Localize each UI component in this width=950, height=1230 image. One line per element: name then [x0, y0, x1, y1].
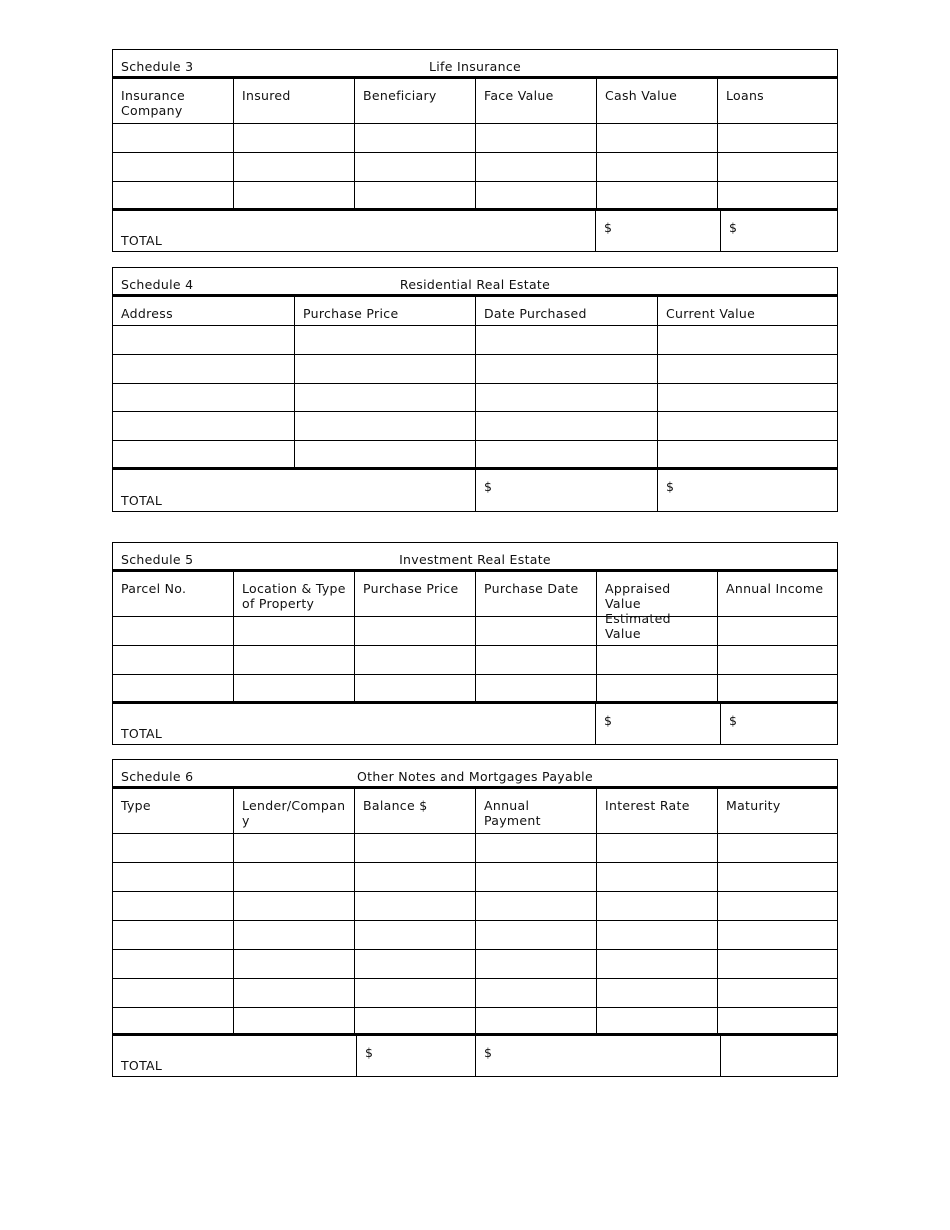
- total-current-value-cell[interactable]: [658, 470, 836, 511]
- column-header: Location & Type of Property: [234, 572, 355, 616]
- column-header: Purchase Price: [355, 572, 476, 616]
- entry-cell[interactable]: [355, 617, 476, 645]
- column-header: Maturity: [726, 798, 781, 813]
- table-row: [113, 950, 837, 979]
- entry-cell[interactable]: [234, 124, 355, 152]
- entry-cell[interactable]: [355, 863, 476, 891]
- table-row: [113, 182, 837, 211]
- column-header: Current Value: [666, 306, 756, 321]
- entry-cell[interactable]: [658, 384, 836, 411]
- entry-cell[interactable]: [295, 384, 476, 411]
- entry-cell[interactable]: [355, 979, 476, 1007]
- table-row: [113, 675, 837, 704]
- total-annual-payment-cell[interactable]: [476, 1036, 721, 1076]
- entry-cell[interactable]: [476, 124, 597, 152]
- total-row: [113, 704, 837, 744]
- entry-cell[interactable]: [476, 979, 597, 1007]
- entry-cell[interactable]: [355, 124, 476, 152]
- entry-cell[interactable]: [718, 979, 836, 1007]
- entry-cell[interactable]: [597, 182, 718, 208]
- entry-cell[interactable]: [234, 153, 355, 181]
- entry-cell[interactable]: [355, 921, 476, 949]
- entry-cell[interactable]: [476, 950, 597, 978]
- total-cash-value-cell[interactable]: [596, 211, 721, 251]
- entry-cell[interactable]: [476, 863, 597, 891]
- entry-cell[interactable]: [597, 153, 718, 181]
- entry-cell[interactable]: [718, 921, 836, 949]
- entry-cell[interactable]: [295, 355, 476, 383]
- table-row: [113, 441, 837, 470]
- entry-cell[interactable]: [113, 863, 234, 891]
- schedule-3-table: [112, 49, 838, 252]
- schedule-number: Schedule 6: [121, 769, 194, 784]
- entry-cell[interactable]: [355, 646, 476, 674]
- entry-cell[interactable]: [597, 921, 718, 949]
- column-header: Beneficiary: [355, 79, 476, 123]
- table-row: [113, 979, 837, 1008]
- entry-cell[interactable]: [476, 326, 658, 354]
- column-header: Date Purchased: [476, 297, 658, 325]
- entry-cell[interactable]: [597, 979, 718, 1007]
- entry-cell[interactable]: [597, 950, 718, 978]
- total-label: TOTAL: [121, 233, 163, 248]
- column-header: Face Value: [476, 79, 597, 123]
- table-row: [113, 1008, 837, 1036]
- entry-cell[interactable]: [718, 153, 836, 181]
- entry-cell[interactable]: [476, 675, 597, 701]
- total-label-cell: [113, 211, 596, 251]
- column-header: Interest Rate: [597, 789, 718, 833]
- schedule-title: Life Insurance: [428, 59, 522, 74]
- column-header-row: [113, 297, 837, 326]
- column-header-row: [113, 79, 837, 124]
- total-date-cell[interactable]: [476, 470, 658, 511]
- entry-cell[interactable]: [658, 441, 836, 467]
- entry-cell[interactable]: [113, 326, 295, 354]
- table-row: [113, 384, 837, 412]
- entry-cell[interactable]: [718, 950, 836, 978]
- total-row: [113, 470, 837, 511]
- column-header: Annual Income: [726, 581, 824, 596]
- entry-cell[interactable]: [295, 326, 476, 354]
- table-row: [113, 153, 837, 182]
- column-header: Appraised Value Estimated Value: [597, 572, 718, 616]
- entry-cell[interactable]: [476, 1008, 597, 1033]
- entry-cell[interactable]: [295, 441, 476, 467]
- entry-cell[interactable]: [113, 950, 234, 978]
- schedule-header: [113, 543, 837, 572]
- entry-cell[interactable]: [234, 646, 355, 674]
- schedule-6-table: [112, 759, 838, 1077]
- dollar-sign: $: [604, 713, 613, 728]
- schedule-4-table: [112, 267, 838, 512]
- dollar-sign: $: [729, 713, 738, 728]
- entry-cell[interactable]: [355, 950, 476, 978]
- table-row: [113, 124, 837, 153]
- entry-cell[interactable]: [113, 921, 234, 949]
- total-label: TOTAL: [121, 726, 163, 741]
- entry-cell[interactable]: [476, 921, 597, 949]
- column-header: Cash Value: [597, 79, 718, 123]
- column-header: Balance $: [355, 789, 476, 833]
- column-header: Address: [113, 297, 295, 325]
- entry-cell[interactable]: [113, 124, 234, 152]
- entry-cell[interactable]: [113, 646, 234, 674]
- entry-cell[interactable]: [658, 355, 836, 383]
- schedule-number: Schedule 3: [121, 59, 194, 74]
- table-row: [113, 412, 837, 441]
- column-header: Purchase Price: [295, 297, 476, 325]
- entry-cell[interactable]: [295, 412, 476, 440]
- entry-cell[interactable]: [234, 863, 355, 891]
- column-header-row: [113, 572, 837, 641]
- entry-cell[interactable]: [355, 182, 476, 208]
- entry-cell[interactable]: [597, 124, 718, 152]
- dollar-sign: $: [729, 220, 738, 235]
- total-maturity-cell[interactable]: [721, 1036, 836, 1076]
- dollar-sign: $: [365, 1045, 374, 1060]
- entry-cell[interactable]: [113, 412, 295, 440]
- entry-cell[interactable]: [718, 124, 836, 152]
- entry-cell[interactable]: [476, 355, 658, 383]
- dollar-sign: $: [484, 1045, 493, 1060]
- entry-cell[interactable]: [234, 892, 355, 920]
- entry-cell[interactable]: [597, 892, 718, 920]
- total-appraised-value-cell[interactable]: [596, 704, 721, 744]
- table-row: [113, 646, 837, 675]
- entry-cell[interactable]: [355, 892, 476, 920]
- entry-cell[interactable]: [113, 182, 234, 208]
- entry-cell[interactable]: [597, 617, 718, 645]
- schedule-5-table: [112, 542, 838, 745]
- entry-cell[interactable]: [113, 355, 295, 383]
- total-label-cell: [113, 470, 476, 511]
- total-label-cell: [113, 1036, 357, 1076]
- entry-cell[interactable]: [658, 326, 836, 354]
- entry-cell[interactable]: [718, 646, 836, 674]
- entry-cell[interactable]: [658, 412, 836, 440]
- entry-cell[interactable]: [476, 412, 658, 440]
- entry-cell[interactable]: [476, 153, 597, 181]
- entry-cell[interactable]: [718, 675, 836, 701]
- entry-cell[interactable]: [234, 617, 355, 645]
- entry-cell[interactable]: [597, 675, 718, 701]
- schedule-title: Other Notes and Mortgages Payable: [357, 769, 593, 784]
- total-annual-income-cell[interactable]: [721, 704, 836, 744]
- total-label-cell: [113, 704, 596, 744]
- table-row: [113, 921, 837, 950]
- entry-cell[interactable]: [476, 646, 597, 674]
- entry-cell[interactable]: [718, 892, 836, 920]
- entry-cell[interactable]: [113, 441, 295, 467]
- dollar-sign: $: [484, 479, 493, 494]
- dollar-sign: $: [666, 479, 675, 494]
- column-header: Loans: [726, 88, 764, 103]
- entry-cell[interactable]: [476, 441, 658, 467]
- entry-cell[interactable]: [113, 384, 295, 411]
- total-balance-cell[interactable]: [357, 1036, 476, 1076]
- entry-cell[interactable]: [476, 182, 597, 208]
- entry-cell[interactable]: [597, 863, 718, 891]
- entry-cell[interactable]: [355, 153, 476, 181]
- total-label: TOTAL: [121, 1058, 163, 1073]
- entry-cell[interactable]: [597, 834, 718, 862]
- entry-cell[interactable]: [597, 1008, 718, 1033]
- column-header: Parcel No.: [113, 572, 234, 616]
- entry-cell[interactable]: [718, 863, 836, 891]
- entry-cell[interactable]: [113, 153, 234, 181]
- entry-cell[interactable]: [718, 182, 836, 208]
- schedule-title: Investment Real Estate: [399, 552, 551, 567]
- entry-cell[interactable]: [113, 617, 234, 645]
- table-row: [113, 863, 837, 892]
- entry-cell[interactable]: [234, 182, 355, 208]
- entry-cell[interactable]: [234, 979, 355, 1007]
- entry-cell[interactable]: [113, 979, 234, 1007]
- table-row: [113, 617, 837, 646]
- schedule-title: Residential Real Estate: [399, 277, 551, 292]
- entry-cell[interactable]: [113, 675, 234, 701]
- schedule-number: Schedule 5: [121, 552, 194, 567]
- entry-cell[interactable]: [234, 1008, 355, 1033]
- table-row: [113, 355, 837, 384]
- entry-cell[interactable]: [718, 617, 836, 645]
- entry-cell[interactable]: [113, 1008, 234, 1033]
- entry-cell[interactable]: [234, 675, 355, 701]
- entry-cell[interactable]: [476, 834, 597, 862]
- table-row: [113, 834, 837, 863]
- table-row: [113, 326, 837, 355]
- column-header-row: [113, 789, 837, 834]
- total-row: [113, 1036, 837, 1076]
- entry-cell[interactable]: [234, 950, 355, 978]
- schedule-header: [113, 268, 837, 297]
- column-header: Type: [113, 789, 234, 833]
- entry-cell[interactable]: [718, 1008, 836, 1033]
- entry-cell[interactable]: [355, 675, 476, 701]
- schedule-header: [113, 760, 837, 789]
- entry-cell[interactable]: [597, 646, 718, 674]
- entry-cell[interactable]: [113, 834, 234, 862]
- entry-cell[interactable]: [355, 834, 476, 862]
- entry-cell[interactable]: [234, 921, 355, 949]
- dollar-sign: $: [604, 220, 613, 235]
- total-label: TOTAL: [121, 493, 163, 508]
- entry-cell[interactable]: [113, 892, 234, 920]
- entry-cell[interactable]: [476, 384, 658, 411]
- total-row: [113, 211, 837, 251]
- column-header: Insured: [234, 79, 355, 123]
- column-header: Purchase Date: [476, 572, 597, 616]
- entry-cell[interactable]: [234, 834, 355, 862]
- entry-cell[interactable]: [355, 1008, 476, 1033]
- column-header: Lender/Company: [234, 789, 355, 833]
- entry-cell[interactable]: [476, 617, 597, 645]
- schedule-header: [113, 50, 837, 79]
- column-header: Insurance Company: [113, 79, 234, 123]
- entry-cell[interactable]: [476, 892, 597, 920]
- table-row: [113, 892, 837, 921]
- entry-cell[interactable]: [718, 834, 836, 862]
- schedule-number: Schedule 4: [121, 277, 194, 292]
- column-header: Annual Payment: [476, 789, 597, 833]
- total-loans-cell[interactable]: [721, 211, 836, 251]
